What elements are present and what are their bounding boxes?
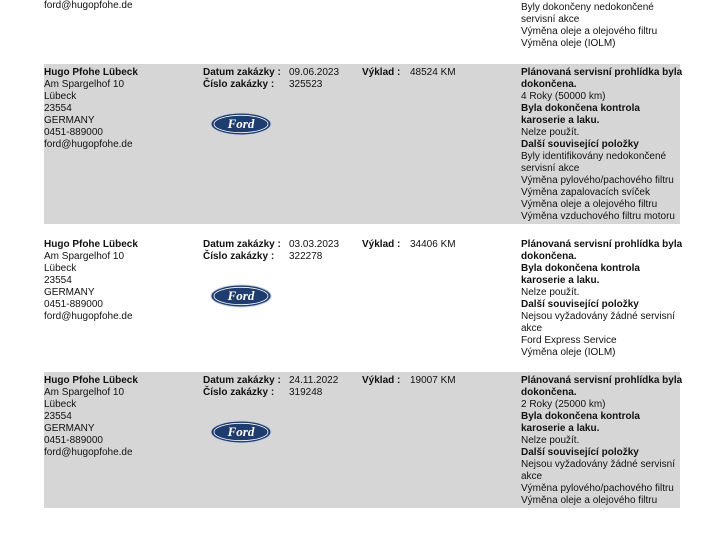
detail-line: Další související položky (521, 299, 639, 310)
detail-line: Nelze použít. (521, 127, 580, 138)
dealer-name: Hugo Pfohe Lübeck (44, 375, 138, 386)
order-date: 24.11.2022 (289, 375, 339, 386)
order-info (203, 239, 358, 263)
dealer-address (44, 239, 199, 323)
dealer-street: Am Spargelhof 10 (44, 79, 125, 90)
detail-line: karoserie a laku. (521, 423, 600, 434)
mileage-label: Výklad : (362, 239, 401, 250)
dealer-address (44, 375, 199, 459)
dealer-city: Lübeck (44, 399, 77, 410)
detail-line: Plánovaná servisní prohlídka byla (521, 375, 683, 386)
detail-line: karoserie a laku. (521, 275, 600, 286)
dealer-phone: 0451-889000 (44, 127, 103, 138)
dealer-email: ford@hugopfohe.de (44, 139, 133, 150)
service-details (521, 375, 683, 507)
dealer-zip: 23554 (44, 103, 72, 114)
dealer-email: ford@hugopfohe.de (44, 447, 133, 458)
detail-line: Nejsou vyžadovány žádné servisní (521, 459, 675, 470)
dealer-phone: 0451-889000 (44, 435, 103, 446)
dealer-phone: 0451-889000 (44, 299, 103, 310)
previous-record-fragment (44, 0, 133, 12)
dealer-city: Lübeck (44, 263, 77, 274)
detail-line: karoserie a laku. (521, 115, 600, 126)
order-date-label: Datum zakázky : (203, 375, 281, 386)
order-number: 319248 (289, 387, 323, 398)
order-date: 09.06.2023 (289, 67, 340, 78)
detail-line: dokončena. (521, 387, 577, 398)
detail-line: servisní akce (521, 163, 580, 174)
detail-line: Byla dokončena kontrola (521, 263, 640, 274)
order-number: 325523 (289, 79, 323, 90)
order-number: 322278 (289, 251, 323, 262)
detail-line: Plánovaná servisní prohlídka byla (521, 67, 683, 78)
dealer-country: GERMANY (44, 423, 95, 434)
mileage-info (362, 67, 512, 79)
detail-line: Výměna oleje (IOLM) (521, 38, 616, 49)
detail-line: Byla dokončena kontrola (521, 103, 640, 114)
dealer-zip: 23554 (44, 275, 72, 286)
detail-line: Výměna vzduchového filtru motoru (521, 211, 675, 222)
svg-text:Ford: Ford (227, 116, 255, 131)
dealer-email: ford@hugopfohe.de (44, 311, 133, 322)
detail-line: Výměna oleje (IOLM) (521, 347, 616, 358)
dealer-country: GERMANY (44, 115, 95, 126)
service-record (44, 236, 683, 360)
detail-line: Nejsou vyžadovány žádné servisní (521, 311, 675, 322)
dealer-name: Hugo Pfohe Lübeck (44, 67, 138, 78)
mileage-label: Výklad : (362, 67, 401, 78)
previous-record-details (521, 2, 657, 50)
svg-text:Ford: Ford (227, 424, 255, 439)
detail-line: Výměna oleje a olejového filtru (521, 26, 658, 37)
dealer-address (44, 67, 199, 151)
detail-line: Výměna pylového/pachového filtru (521, 483, 674, 494)
order-info (203, 375, 358, 399)
detail-line: Další související položky (521, 139, 639, 150)
detail-line: akce (521, 471, 543, 482)
dealer-city: Lübeck (44, 91, 77, 102)
order-number-label: Číslo zakázky : (203, 251, 275, 262)
detail-line: Byly identifikovány nedokončené (521, 151, 667, 162)
dealer-email: ford@hugopfohe.de (44, 0, 133, 11)
detail-line: Výměna oleje a olejového filtru (521, 199, 658, 210)
service-record (44, 64, 683, 224)
detail-line: dokončena. (521, 79, 577, 90)
ford-logo-icon (210, 284, 272, 311)
detail-line: Výměna oleje a olejového filtru (521, 495, 658, 506)
dealer-country: GERMANY (44, 287, 95, 298)
detail-line: Výměna zapalovacích svíček (521, 187, 650, 198)
order-date-label: Datum zakázky : (203, 67, 281, 78)
dealer-street: Am Spargelhof 10 (44, 251, 125, 262)
detail-line: Nelze použít. (521, 435, 580, 446)
mileage-info (362, 375, 512, 387)
detail-line: dokončena. (521, 251, 577, 262)
mileage-label: Výklad : (362, 375, 401, 386)
mileage-value: 48524 KM (410, 67, 456, 78)
detail-line: Nelze použít. (521, 287, 580, 298)
ford-logo-icon (210, 112, 272, 139)
order-number-label: Číslo zakázky : (203, 387, 275, 398)
order-date: 03.03.2023 (289, 239, 340, 250)
detail-line: Ford Express Service (521, 335, 617, 346)
mileage-value: 34406 KM (410, 239, 456, 250)
order-number-label: Číslo zakázky : (203, 79, 275, 90)
service-record (44, 372, 683, 508)
mileage-value: 19007 KM (410, 375, 456, 386)
mileage-info (362, 239, 512, 251)
service-details (521, 239, 683, 359)
dealer-zip: 23554 (44, 411, 72, 422)
dealer-street: Am Spargelhof 10 (44, 387, 125, 398)
svg-text:Ford: Ford (227, 288, 255, 303)
detail-line: akce (521, 323, 543, 334)
detail-line: servisní akce (521, 14, 580, 25)
detail-line: Další související položky (521, 447, 639, 458)
dealer-name: Hugo Pfohe Lübeck (44, 239, 138, 250)
ford-logo-icon (210, 420, 272, 447)
order-info (203, 67, 358, 91)
detail-line: Plánovaná servisní prohlídka byla (521, 239, 683, 250)
detail-line: Byla dokončena kontrola (521, 411, 640, 422)
order-date-label: Datum zakázky : (203, 239, 281, 250)
detail-line: 4 Roky (50000 km) (521, 91, 606, 102)
detail-line: Byly dokončeny nedokončené (521, 2, 654, 13)
detail-line: 2 Roky (25000 km) (521, 399, 606, 410)
service-details (521, 67, 683, 223)
detail-line: Výměna pylového/pachového filtru (521, 175, 674, 186)
